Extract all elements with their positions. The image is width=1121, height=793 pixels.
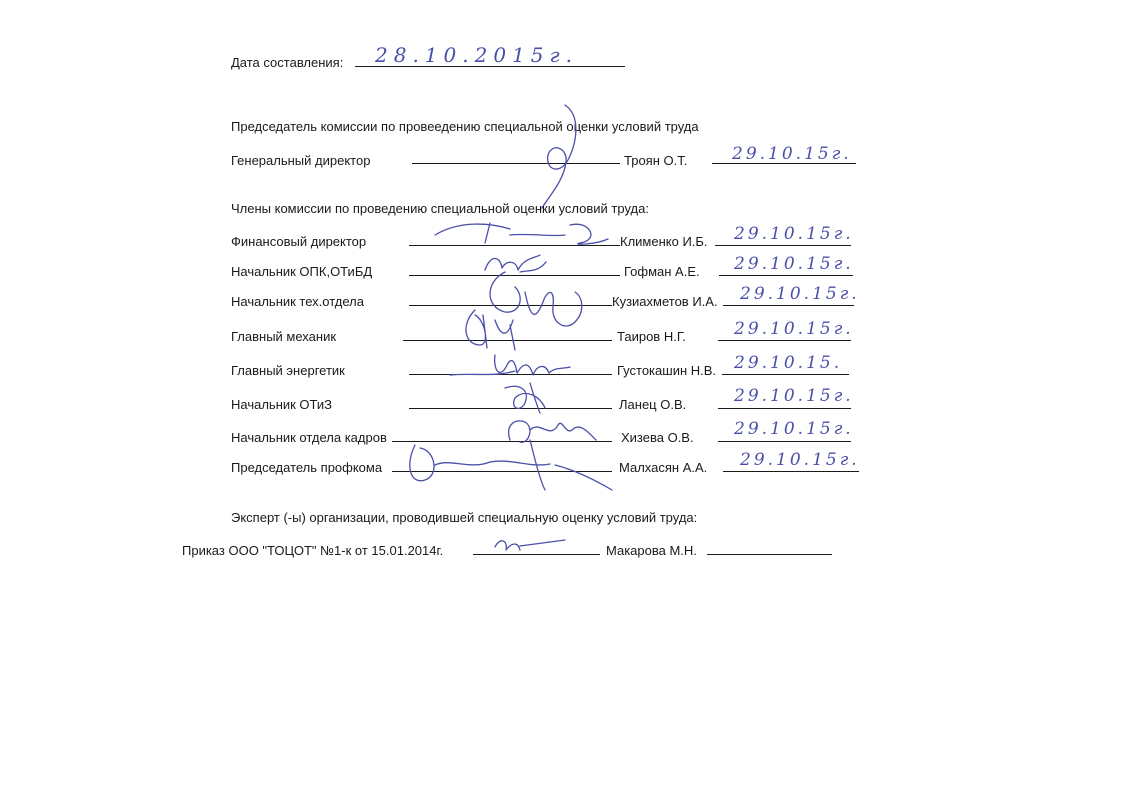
member-date-line	[718, 408, 851, 409]
chairman-position: Генеральный директор	[231, 153, 371, 168]
member-name: Гофман А.Е.	[624, 264, 700, 279]
member-date: 29.10.15г.	[740, 284, 860, 304]
member-date: 29.10.15г.	[734, 319, 854, 339]
expert-heading: Эксперт (-ы) организации, проводившей специальную оценку условий труда:	[231, 510, 698, 525]
member-date: 29.10.15г.	[734, 386, 854, 406]
member-position: Начальник ОТиЗ	[231, 397, 333, 412]
member-date-line	[719, 275, 853, 276]
member-signature-image	[430, 215, 610, 250]
member-date-line	[718, 340, 851, 341]
member-position: Начальник отдела кадров	[231, 430, 387, 445]
chairman-name: Троян О.Т.	[624, 153, 688, 168]
member-date-line	[722, 374, 849, 375]
chairman-signature-image	[520, 100, 590, 210]
member-date: 29.10.15г.	[734, 254, 854, 274]
member-date: 29.10.15г.	[734, 419, 854, 439]
chairman-heading: Председатель комиссии по провеедению специальной оценки условий труда	[231, 119, 699, 134]
chairman-date: 29.10.15г.	[732, 144, 852, 164]
expert-order: Приказ ООО "ТОЦОТ" №1-к от 15.01.2014г.	[182, 543, 444, 558]
member-name: Клименко И.Б.	[620, 234, 708, 249]
expert-name: Макарова М.Н.	[606, 543, 697, 558]
member-signature-image	[390, 430, 620, 495]
member-date: 29.10.15г.	[734, 224, 854, 244]
compile-date-value: 28.10.2015г.	[375, 43, 578, 67]
expert-signature-image	[490, 532, 570, 557]
member-position: Главный механик	[231, 329, 337, 344]
members-heading: Члены комиссии по проведению специальной оценки условий труда:	[231, 201, 649, 216]
member-position: Главный энергетик	[231, 363, 345, 378]
member-date-line	[723, 471, 859, 472]
compile-date-label: Дата составления:	[231, 55, 344, 70]
member-name: Хизева О.В.	[621, 430, 694, 445]
member-name: Таиров Н.Г.	[617, 329, 686, 344]
member-name: Кузиахметов И.А.	[612, 294, 718, 309]
member-date-line	[718, 441, 851, 442]
member-position: Начальник ОПК,ОТиБД	[231, 264, 373, 279]
member-name: Малхасян А.А.	[619, 460, 708, 475]
member-position: Председатель профкома	[231, 460, 383, 475]
member-position: Финансовый директор	[231, 234, 367, 249]
member-date-line	[715, 245, 851, 246]
member-date-line	[723, 305, 854, 306]
member-name: Густокашин Н.В.	[617, 363, 717, 378]
member-date: 29.10.15г.	[740, 450, 860, 470]
member-name: Ланец О.В.	[619, 397, 687, 412]
member-position: Начальник тех.отдела	[231, 294, 364, 309]
expert-date-line	[707, 554, 832, 555]
member-date: 29.10.15.	[734, 353, 843, 373]
